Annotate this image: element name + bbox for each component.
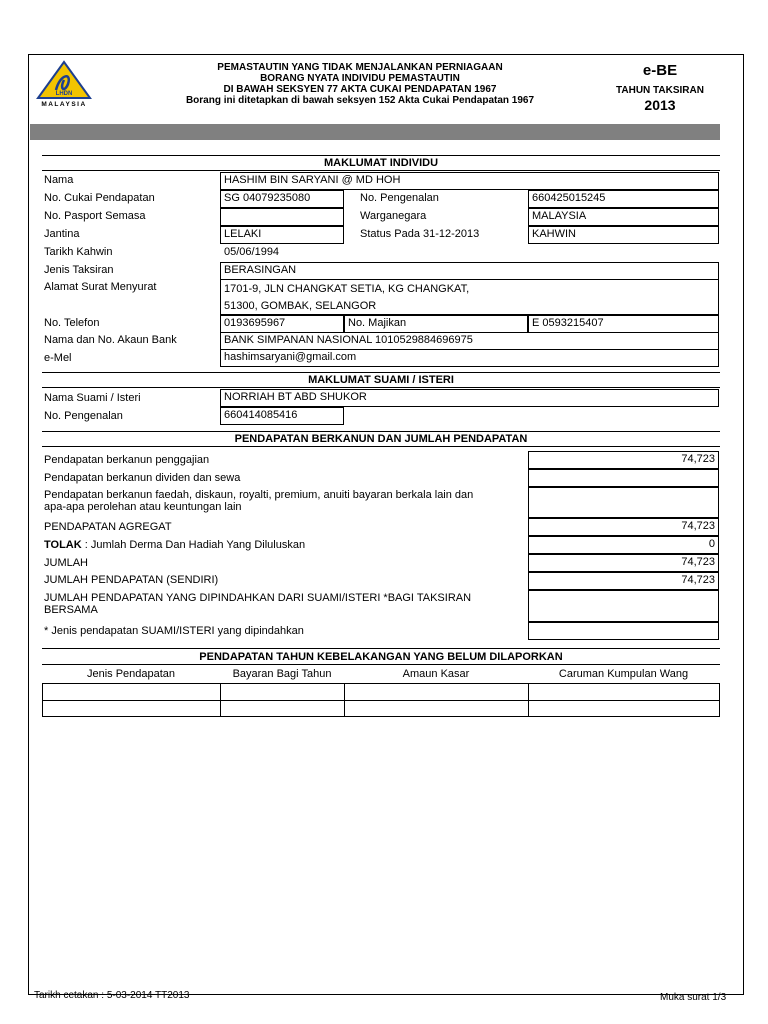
suami-pengenalan-field[interactable]: 660414085416 xyxy=(220,407,344,425)
income-row-label: JUMLAH PENDAPATAN YANG DIPINDAHKAN DARI SUAMI/ISTERI *BAGI TAKSIRAN xyxy=(44,592,472,604)
income-row-label: PENDAPATAN AGREGAT xyxy=(44,521,172,533)
tolak-label: TOLAK xyxy=(44,539,82,551)
section-title-pendapatan: PENDAPATAN BERKANUN DAN JUMLAH PENDAPATAN xyxy=(234,433,528,445)
income-row-label-cont: apa-apa perolehan atau keuntungan lain xyxy=(44,501,242,513)
column-header: Amaun Kasar xyxy=(402,668,470,680)
arrears-cell[interactable] xyxy=(528,683,720,701)
telefon-label: No. Telefon xyxy=(44,317,100,329)
income-row-value[interactable]: 74,723 xyxy=(528,572,719,590)
arrears-cell[interactable] xyxy=(220,683,345,701)
cukai-label: No. Cukai Pendapatan xyxy=(44,192,155,204)
arrears-table xyxy=(42,683,720,717)
income-row-label-cont: BERSAMA xyxy=(44,604,98,616)
jantina-field[interactable]: LELAKI xyxy=(220,226,344,244)
arrears-cell[interactable] xyxy=(344,700,529,717)
income-row-label: Pendapatan berkanun faedah, diskaun, royalti, premium, anuiti bayaran berkala lain dan xyxy=(44,489,474,501)
tolak-desc: : Jumlah Derma Dan Hadiah Yang Diluluskan xyxy=(81,539,306,551)
year-label: TAHUN TAKSIRAN xyxy=(616,85,704,96)
section-rule xyxy=(42,170,720,171)
alamat-line-1: 1701-9, JLN CHANGKAT SETIA, KG CHANGKAT, xyxy=(224,283,470,295)
column-header: Caruman Kumpulan Wang xyxy=(558,668,689,680)
nama-label: Nama xyxy=(44,174,74,186)
kahwin-field[interactable]: 05/06/1994 xyxy=(224,246,280,258)
email-field[interactable]: hashimsaryani@gmail.com xyxy=(220,349,719,367)
income-row-value[interactable] xyxy=(528,469,719,487)
header-line-1: PEMASTAUTIN YANG TIDAK MENJALANKAN PERNIAGAAN xyxy=(217,62,503,73)
section-title-individu: MAKLUMAT INDIVIDU xyxy=(323,157,439,169)
income-row-value[interactable]: 74,723 xyxy=(528,451,719,469)
suami-pengenalan-label: No. Pengenalan xyxy=(44,410,123,422)
arrears-cell[interactable] xyxy=(344,683,529,701)
alamat-label: Alamat Surat Menyurat xyxy=(44,281,157,293)
suami-nama-label: Nama Suami / Isteri xyxy=(44,392,141,404)
section-rule xyxy=(42,431,720,432)
section-rule xyxy=(42,155,720,156)
income-row-label: Pendapatan berkanun dividen dan sewa xyxy=(44,472,241,484)
email-label: e-Mel xyxy=(44,352,72,364)
section-rule xyxy=(42,446,720,447)
income-row-value[interactable] xyxy=(528,487,719,518)
warganegara-label: Warganegara xyxy=(360,210,427,222)
status-field[interactable]: KAHWIN xyxy=(528,226,719,244)
arrears-cell[interactable] xyxy=(528,700,720,717)
kahwin-label: Tarikh Kahwin xyxy=(44,246,113,258)
income-row-value[interactable] xyxy=(528,590,719,622)
header-line-4: Borang ini ditetapkan di bawah seksyen 152 Akta Cukai Pendapatan 1967 xyxy=(185,95,535,106)
telefon-field[interactable]: 0193695967 xyxy=(220,315,344,333)
income-row-value[interactable]: 74,723 xyxy=(528,518,719,536)
majikan-label: No. Majikan xyxy=(344,315,528,333)
svg-text:MALAYSIA: MALAYSIA xyxy=(41,101,87,108)
arrears-cell[interactable] xyxy=(42,700,221,717)
income-row-value[interactable]: 74,723 xyxy=(528,554,719,572)
income-row-label xyxy=(44,539,305,551)
income-row-value[interactable] xyxy=(528,622,719,640)
majikan-field[interactable]: E 0593215407 xyxy=(528,315,719,333)
page-number: Muka surat 1/3 xyxy=(660,992,727,1003)
bank-field[interactable]: BANK SIMPANAN NASIONAL 1010529884696975 xyxy=(220,332,719,350)
pengenalan-label: No. Pengenalan xyxy=(360,192,439,204)
alamat-line-2: 51300, GOMBAK, SELANGOR xyxy=(224,300,377,312)
alamat-field[interactable] xyxy=(220,279,719,315)
income-row-label: Pendapatan berkanun penggajian xyxy=(44,454,210,466)
suami-nama-field[interactable]: NORRIAH BT ABD SHUKOR xyxy=(220,389,719,407)
income-row-label: JUMLAH PENDAPATAN (SENDIRI) xyxy=(44,574,219,586)
print-date: Tarikh cetakan : 5-03-2014 TT2013 xyxy=(34,990,190,1001)
bank-label: Nama dan No. Akaun Bank xyxy=(44,334,177,346)
header-divider-bar xyxy=(30,124,720,140)
section-rule xyxy=(42,648,720,649)
income-row-label: * Jenis pendapatan SUAMI/ISTERI yang dipindahkan xyxy=(44,625,304,637)
status-label: Status Pada 31-12-2013 xyxy=(360,228,480,240)
income-row-label: JUMLAH xyxy=(44,557,89,569)
jantina-label: Jantina xyxy=(44,228,80,240)
column-header: Jenis Pendapatan xyxy=(86,668,176,680)
pasport-label: No. Pasport Semasa xyxy=(44,210,146,222)
section-rule xyxy=(42,664,720,665)
section-title-suami: MAKLUMAT SUAMI / ISTERI xyxy=(308,374,454,386)
income-row-value[interactable]: 0 xyxy=(528,536,719,554)
pasport-field[interactable] xyxy=(220,208,344,226)
section-title-kebelakangan: PENDAPATAN TAHUN KEBELAKANGAN YANG BELUM DILAPORKAN xyxy=(199,651,563,663)
section-rule xyxy=(42,372,720,373)
svg-text:LHDN: LHDN xyxy=(55,91,73,97)
taksiran-field[interactable]: BERASINGAN xyxy=(220,262,719,280)
warganegara-field[interactable]: MALAYSIA xyxy=(528,208,719,226)
header-line-2: BORANG NYATA INDIVIDU PEMASTAUTIN xyxy=(260,73,460,84)
lhdn-logo xyxy=(34,60,94,108)
cukai-field[interactable]: SG 04079235080 xyxy=(220,190,344,208)
arrears-cell[interactable] xyxy=(220,700,345,717)
arrears-cell[interactable] xyxy=(42,683,221,701)
form-code: e-BE xyxy=(642,62,678,79)
nama-field[interactable]: HASHIM BIN SARYANI @ MD HOH xyxy=(220,172,719,190)
header-line-3: DI BAWAH SEKSYEN 77 AKTA CUKAI PENDAPATAN 1967 xyxy=(223,84,497,95)
section-rule xyxy=(42,387,720,388)
pengenalan-field[interactable]: 660425015245 xyxy=(528,190,719,208)
assessment-year: 2013 xyxy=(644,97,676,113)
taksiran-label: Jenis Taksiran xyxy=(44,264,114,276)
column-header: Bayaran Bagi Tahun xyxy=(232,668,332,680)
